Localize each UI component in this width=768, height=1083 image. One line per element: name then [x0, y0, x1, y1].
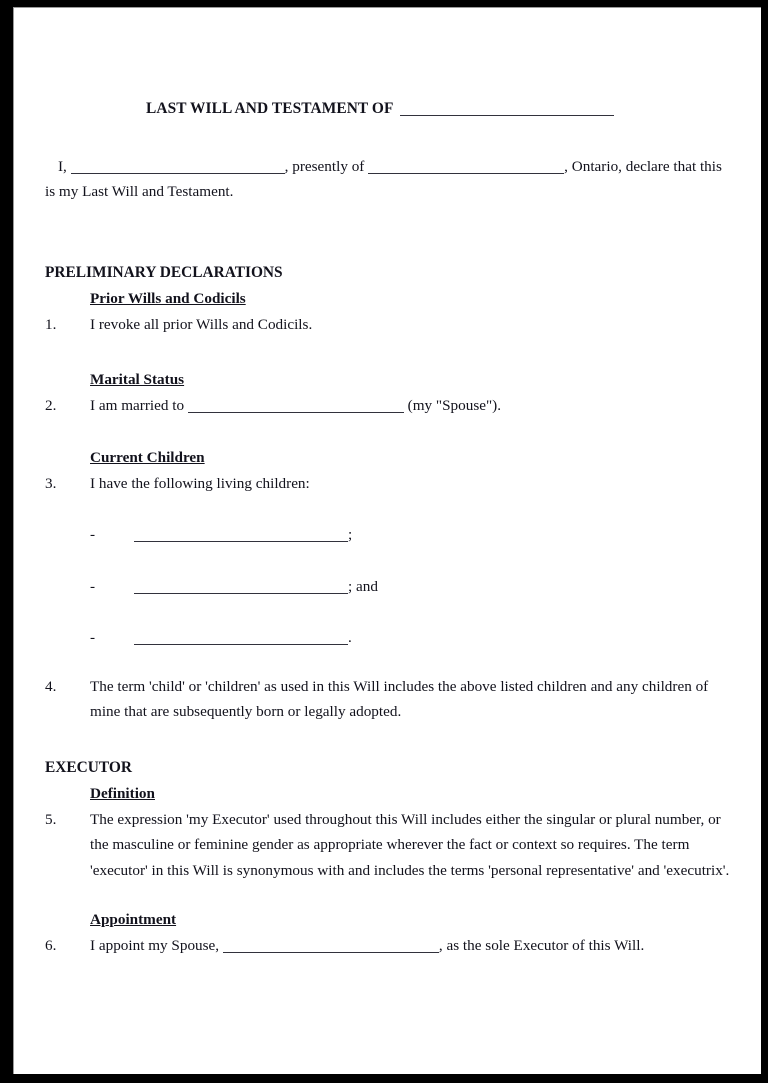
document-title-text: LAST WILL AND TESTAMENT OF — [146, 100, 394, 117]
clause-6 — [45, 933, 730, 959]
clause-2 — [45, 393, 730, 419]
clause-3-text: I have the following living children: — [90, 474, 310, 492]
child-entry-3-bullet: - — [90, 629, 96, 646]
child-name-blank-1[interactable] — [134, 541, 348, 542]
subsection-appointment — [45, 907, 730, 933]
testator-city-blank[interactable] — [368, 173, 564, 174]
declaration-tail: , Ontario, declare that this is my Last Will and Testament. — [45, 157, 722, 200]
clause-6-prefix: I appoint my Spouse, — [90, 936, 223, 954]
title-name-blank[interactable] — [400, 115, 614, 116]
subsection-definition — [45, 781, 730, 807]
subheading-prior-wills-and-codicils: Prior Wills and Codicils — [90, 290, 246, 307]
child-entry-2-holder — [90, 578, 378, 595]
subsection-current-children — [45, 445, 730, 471]
subheading-current-children: Current Children — [90, 449, 205, 466]
child-name-blank-3[interactable] — [134, 644, 348, 645]
clause-6-suffix: , as the sole Executor of this Will. — [438, 936, 645, 954]
clause-2-prefix: I am married to — [90, 396, 188, 414]
child-entry-2-bullet: - — [90, 577, 96, 595]
clause-4 — [45, 674, 730, 725]
clause-5 — [45, 807, 730, 884]
child-entry-1-holder — [90, 526, 352, 543]
clause-1 — [45, 312, 730, 338]
document-body — [45, 8, 730, 958]
clause-5-text: The expression 'my Executor' used throughout this Will includes either the singular or plural number, or the masculine or feminine gender as appropriate wherever the fact or context so requires. The term 'executor' in this Will is synonymous with and includes the terms 'personal representative' and 'executrix'. — [90, 810, 730, 879]
child-name-blank-2[interactable] — [134, 593, 348, 594]
child-entry-2-terminator: ; and — [348, 577, 378, 595]
subheading-appointment: Appointment — [90, 911, 177, 928]
declaration-lead: I, — [58, 157, 67, 175]
child-entry-2 — [45, 574, 730, 600]
declaration-mid: , presently of — [284, 157, 369, 175]
subsection-prior-wills — [45, 286, 730, 312]
clause-4-number: 4. — [45, 677, 57, 695]
child-entry-3-holder — [90, 629, 352, 646]
subheading-definition: Definition — [90, 785, 155, 802]
child-entry-1 — [45, 522, 730, 548]
child-entry-1-terminator: ; — [348, 526, 353, 543]
clause-4-text: The term 'child' or 'children' as used in this Will includes the above listed children and any children of mine that are subsequently born or legally adopted. — [90, 677, 709, 720]
clause-6-number: 6. — [45, 936, 57, 954]
subheading-marital-status: Marital Status — [90, 371, 185, 388]
clause-1-text: I revoke all prior Wills and Codicils. — [90, 315, 313, 333]
clause-3-number: 3. — [45, 474, 57, 492]
section-heading-executor: EXECUTOR — [45, 758, 132, 776]
child-entry-1-bullet: - — [90, 526, 96, 543]
document-title — [45, 96, 730, 122]
child-entry-3 — [45, 625, 730, 651]
executor-name-blank[interactable] — [223, 952, 439, 953]
subsection-marital-status — [45, 367, 730, 393]
document-page — [13, 7, 761, 1074]
spouse-name-blank[interactable] — [188, 412, 404, 413]
section-heading-preliminary-declarations: PRELIMINARY DECLARATIONS — [45, 263, 283, 281]
testator-name-blank[interactable] — [71, 173, 285, 174]
declaration-paragraph — [45, 154, 730, 205]
clause-2-suffix: (my "Spouse"). — [403, 396, 502, 414]
child-entry-3-terminator: . — [348, 629, 352, 646]
clause-2-number: 2. — [45, 396, 57, 414]
clause-1-number: 1. — [45, 315, 57, 333]
clause-5-number: 5. — [45, 810, 57, 828]
clause-3 — [45, 471, 730, 497]
